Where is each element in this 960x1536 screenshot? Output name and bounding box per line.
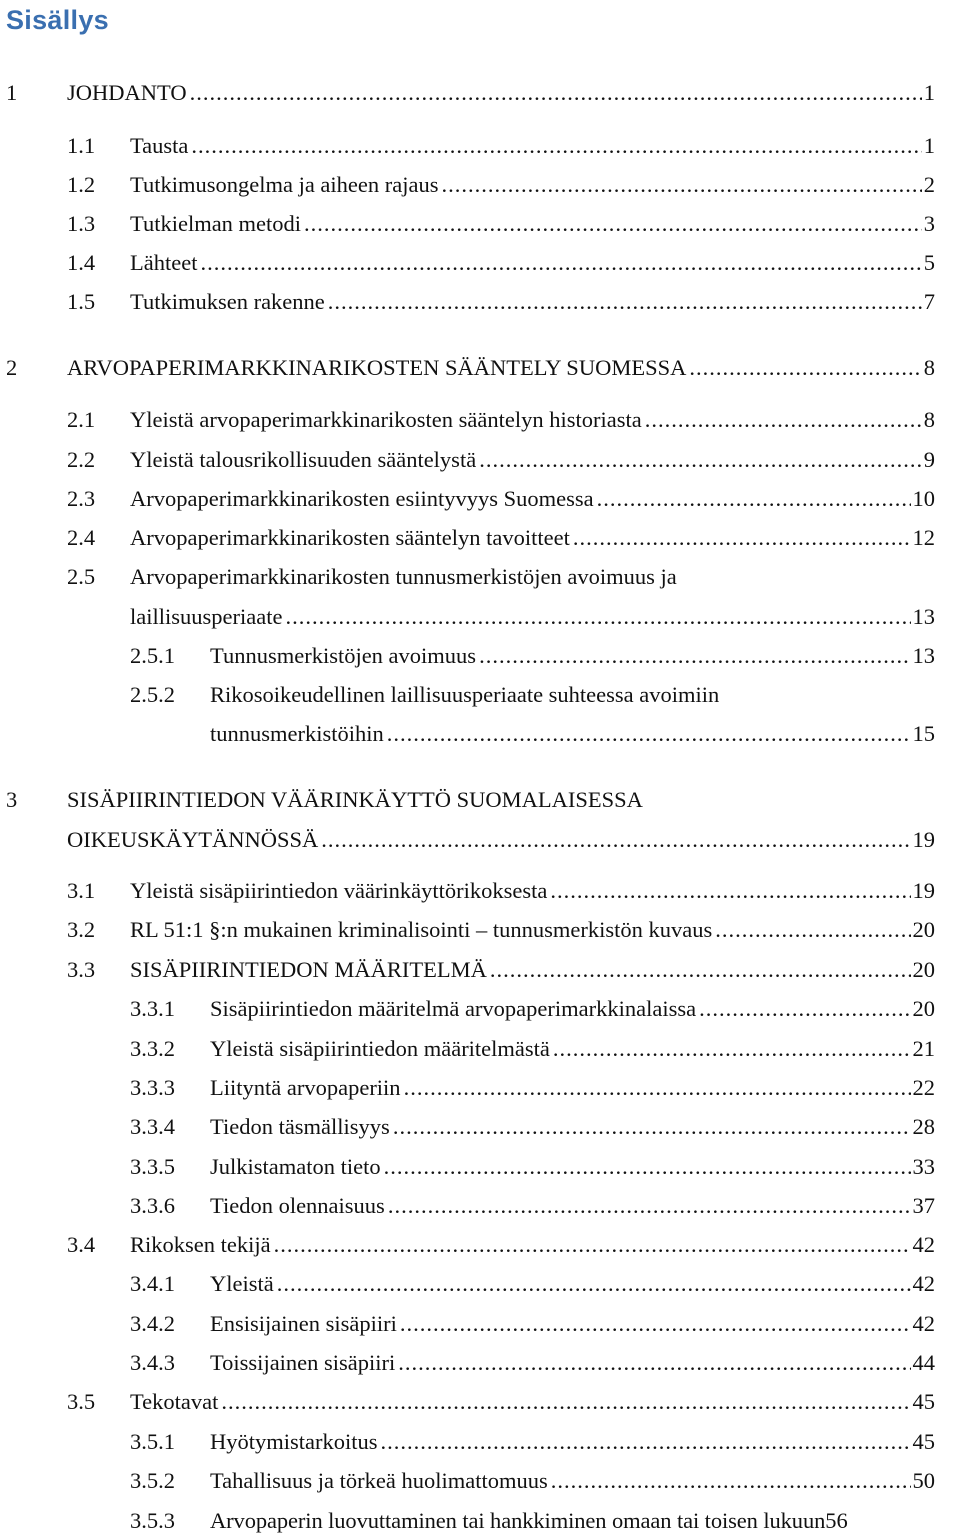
toc-entry[interactable] [67,405,935,435]
toc-entry-title: SISÄPIIRINTIEDON VÄÄRINKÄYTTÖ SUOMALAISESSA [67,787,643,812]
toc-entry[interactable] [6,353,935,383]
toc-entry-title: Yleistä [210,1271,274,1296]
toc-leader-dots [479,445,922,475]
toc-leader-dots [274,1230,911,1260]
toc-entry-number: 2.5.1 [130,643,175,668]
toc-page-number: 1 [923,80,935,105]
toc-page-number: 33 [912,1154,935,1179]
toc-entry-number: 3.3.2 [130,1036,175,1061]
toc-page-number: 8 [923,355,935,380]
toc-page-number: 1 [923,133,935,158]
toc-entry-title: Yleistä talousrikollisuuden sääntelystä [130,447,477,472]
toc-page-number: 42 [912,1311,935,1336]
toc-entry[interactable] [130,1269,935,1299]
toc-entry[interactable] [67,523,935,553]
toc-leader-dots [597,484,911,514]
toc-entry-title: Liityntä arvopaperiin [210,1075,401,1100]
toc-entry-first-line [67,562,677,592]
toc-page-number: 13 [912,604,935,629]
toc-leader-dots [400,1309,911,1339]
toc-page-number: 2 [923,172,935,197]
toc-leader-dots [384,1152,911,1182]
toc-leader-dots [479,641,910,671]
toc-entry[interactable] [130,1112,935,1142]
toc-entry[interactable] [67,445,935,475]
toc-entry-number: 2.3 [67,486,96,511]
toc-entry-title: Arvopaperimarkkinarikosten tunnusmerkistöjen avoimuus ja [130,564,677,589]
toc-entry-title: Tekotavat [130,1389,219,1414]
toc-page-number: 56 [825,1508,848,1533]
toc-heading: Sisällys [6,5,109,35]
toc-entry[interactable] [67,287,935,317]
toc-entry-number: 3.3.1 [130,996,175,1021]
toc-entry[interactable] [130,1191,935,1221]
toc-page-number: 50 [912,1468,935,1493]
toc-page-number: 3 [923,211,935,236]
toc-entry-number: 3.5.1 [130,1429,175,1454]
toc-entry-number: 2.2 [67,447,96,472]
toc-entry[interactable] [130,641,935,671]
toc-entry-number: 1.2 [67,172,96,197]
toc-page-number: 45 [912,1389,935,1414]
toc-entry-title: Tunnusmerkistöjen avoimuus [210,643,477,668]
toc-entry-title: Yleistä sisäpiirintiedon määritelmästä [210,1036,550,1061]
toc-entry[interactable] [130,1152,935,1182]
toc-entry-number: 1 [6,80,18,105]
toc-entry-number: 3.3 [67,957,96,982]
toc-entry-title: Tutkielman metodi [130,211,302,236]
toc-entry-title: Tiedon täsmällisyys [210,1114,390,1139]
toc-entry[interactable] [67,170,935,200]
toc-page-number: 7 [923,289,935,314]
toc-page-number: 19 [912,827,935,852]
toc-page-number: 9 [923,447,935,472]
toc-entry[interactable] [130,1466,935,1496]
toc-entry-title: Tiedon olennaisuus [210,1193,385,1218]
toc-entry-number: 3.5.2 [130,1468,175,1493]
toc-entry-number: 3.4.3 [130,1350,175,1375]
toc-page-number: 42 [912,1271,935,1296]
toc-entry-title: Yleistä arvopaperimarkkinarikosten sääntelyn historiasta [130,407,642,432]
toc-page-number: 37 [912,1193,935,1218]
toc-leader-dots [645,405,922,435]
toc-entry-number: 3.1 [67,878,96,903]
toc-entry[interactable] [67,915,935,945]
toc-leader-dots [304,209,922,239]
toc-entry[interactable] [6,78,935,108]
toc-entry-number: 3.3.3 [130,1075,175,1100]
toc-page-number: 20 [912,996,935,1021]
toc-entry-number: 1.1 [67,133,96,158]
toc-leader-dots [393,1112,911,1142]
toc-entry-number: 2.5 [67,564,96,589]
toc-leader-dots [285,602,910,632]
toc-entry-title: Rikosoikeudellinen laillisuusperiaate suhteessa avoimiin [210,682,720,707]
toc-entry-title: laillisuusperiaate [130,604,283,629]
toc-leader-dots [200,248,921,278]
toc-entry[interactable] [130,1427,935,1457]
toc-leader-dots [221,1387,910,1417]
toc-entry-title: Arvopaperin luovuttaminen tai hankkiminen omaan tai toisen lukuun [210,1508,826,1533]
toc-entry-number: 2.1 [67,407,96,432]
toc-entry-title: Tutkimuksen rakenne [130,289,325,314]
toc-entry-number: 3 [6,787,18,812]
toc-entry[interactable] [67,248,935,278]
toc-entry[interactable] [130,602,935,632]
toc-entry-title: Tausta [130,133,189,158]
toc-leader-dots [191,131,921,161]
toc-page-number: 28 [912,1114,935,1139]
toc-entry-number: 3.5 [67,1389,96,1414]
toc-entry[interactable] [67,825,935,855]
toc-page-number: 22 [912,1075,935,1100]
toc-page-number: 42 [912,1232,935,1257]
toc-entry[interactable] [67,1387,935,1417]
toc-page-number: 10 [912,486,935,511]
toc-leader-dots [490,955,911,985]
toc-leader-dots [573,523,911,553]
toc-entry-title: Hyötymistarkoitus [210,1429,378,1454]
toc-entry-first-line [6,785,643,815]
toc-entry[interactable] [130,1348,935,1378]
toc-entry-number: 3.4 [67,1232,96,1257]
toc-entry-title: Tutkimusongelma ja aiheen rajaus [130,172,439,197]
toc-entry-title: ARVOPAPERIMARKKINARIKOSTEN SÄÄNTELY SUOMESSA [67,355,687,380]
toc-entry-number: 1.5 [67,289,96,314]
toc-entry[interactable] [67,876,935,906]
toc-page-number: 21 [912,1036,935,1061]
toc-entry-number: 2 [6,355,18,380]
toc-entry-title: Ensisijainen sisäpiiri [210,1311,397,1336]
toc-leader-dots [387,719,911,749]
toc-entry-number: 1.3 [67,211,96,236]
toc-entry[interactable] [130,1073,935,1103]
toc-page-number: 5 [923,250,935,275]
toc-page-number: 15 [912,721,935,746]
toc-page-number: 13 [912,643,935,668]
toc-entry[interactable] [67,955,935,985]
toc-entry-title: SISÄPIIRINTIEDON MÄÄRITELMÄ [130,957,487,982]
toc-entry-number: 3.3.4 [130,1114,175,1139]
toc-entry[interactable] [130,1506,958,1536]
toc-leader-dots [715,915,910,945]
toc-leader-dots [381,1427,911,1457]
toc-entry-first-line [130,680,719,710]
toc-leader-dots [551,1466,911,1496]
toc-entry-number: 3.3.5 [130,1154,175,1179]
toc-entry-number: 3.5.3 [130,1508,175,1533]
toc-entry-title: Yleistä sisäpiirintiedon väärinkäyttörikoksesta [130,878,548,903]
toc-entry-number: 2.5.2 [130,682,175,707]
toc-page-number: 20 [912,917,935,942]
toc-leader-dots [553,1034,911,1064]
toc-entry-title: Lähteet [130,250,198,275]
toc-entry-number: 1.4 [67,250,96,275]
toc-leader-dots [321,825,910,855]
toc-entry-title: RL 51:1 §:n mukainen kriminalisointi – tunnusmerkistön kuvaus [130,917,713,942]
toc-entry[interactable] [67,484,935,514]
toc-entry-title: OIKEUSKÄYTÄNNÖSSÄ [67,827,319,852]
toc-leader-dots [190,78,922,108]
toc-entry-title: Tahallisuus ja törkeä huolimattomuus [210,1468,548,1493]
toc-page-number: 44 [912,1350,935,1375]
toc-leader-dots [328,287,922,317]
toc-entry[interactable] [67,1230,935,1260]
toc-leader-dots [277,1269,911,1299]
toc-entry-title: tunnusmerkistöihin [210,721,384,746]
toc-entry-number: 3.3.6 [130,1193,175,1218]
toc-entry-title: Sisäpiirintiedon määritelmä arvopaperimarkkinalaissa [210,996,697,1021]
toc-entry-number: 3.2 [67,917,96,942]
toc-entry[interactable] [210,719,935,749]
toc-entry-title: JOHDANTO [67,80,187,105]
toc-page-number: 12 [912,525,935,550]
toc-leader-dots [388,1191,911,1221]
toc-entry-title: Julkistamaton tieto [210,1154,381,1179]
toc-entry-title: Arvopaperimarkkinarikosten esiintyvyys Suomessa [130,486,594,511]
toc-entry[interactable] [130,1309,935,1339]
toc-entry[interactable] [130,1034,935,1064]
toc-leader-dots [442,170,922,200]
toc-leader-dots [550,876,910,906]
toc-page-number: 45 [912,1429,935,1454]
toc-leader-dots [404,1073,911,1103]
toc-leader-dots [398,1348,910,1378]
toc-leader-dots [699,994,910,1024]
toc-entry-title: Toissijainen sisäpiiri [210,1350,396,1375]
toc-entry-number: 3.4.2 [130,1311,175,1336]
toc-entry-title: Rikoksen tekijä [130,1232,271,1257]
toc-page-number: 8 [923,407,935,432]
toc-leader-dots [689,353,921,383]
toc-entry-title: Arvopaperimarkkinarikosten sääntelyn tavoitteet [130,525,570,550]
toc-entry-number: 2.4 [67,525,96,550]
toc-entry[interactable] [67,131,935,161]
toc-page-number: 19 [912,878,935,903]
toc-entry-number: 3.4.1 [130,1271,175,1296]
toc-entry[interactable] [67,209,935,239]
toc-page-number: 20 [912,957,935,982]
toc-entry[interactable] [130,994,935,1024]
